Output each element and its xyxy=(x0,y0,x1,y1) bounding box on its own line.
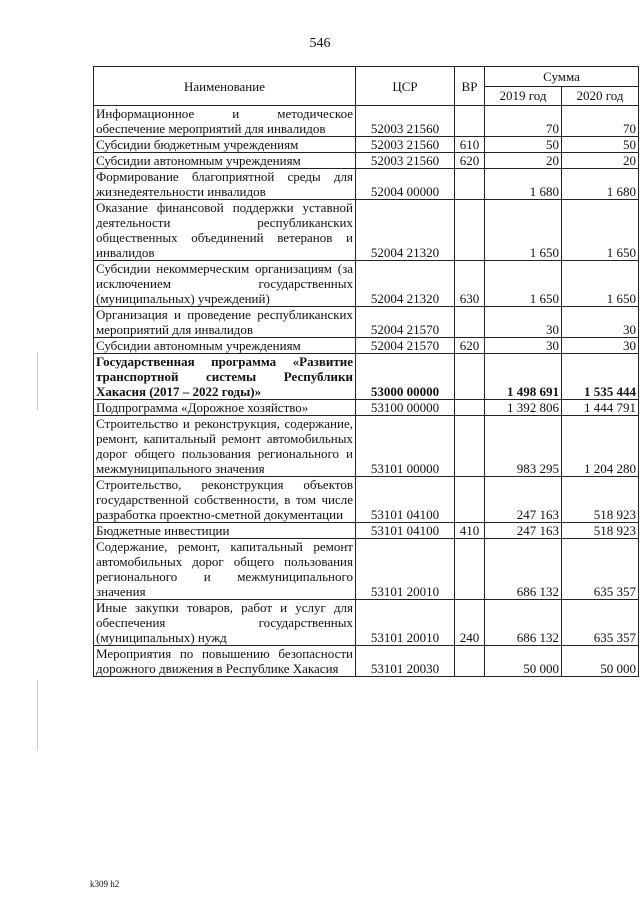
table-row xyxy=(94,153,639,169)
row-csr-cell: 53101 04100 xyxy=(356,477,455,523)
row-csr-cell: 52003 21560 xyxy=(356,106,455,137)
row-csr-cell: 53101 20030 xyxy=(356,646,455,677)
row-2019-cell: 20 xyxy=(485,153,562,169)
row-2019-cell: 983 295 xyxy=(485,416,562,477)
margin-mark xyxy=(37,352,38,410)
row-name-cell: Субсидии автономным учреждениям xyxy=(94,338,356,354)
row-name-cell: Иные закупки товаров, работ и услуг для обеспечения государственных (муниципальных) нужд xyxy=(94,600,356,646)
row-name-cell: Строительство и реконструкция, содержание, ремонт, капитальный ремонт автомобильных дорог общего пользования регионального и межмуниципального значения xyxy=(94,416,356,477)
row-2019-cell: 686 132 xyxy=(485,539,562,600)
table-row xyxy=(94,539,639,600)
row-vr-cell: 240 xyxy=(455,600,485,646)
row-2019-cell: 1 650 xyxy=(485,200,562,261)
row-csr-cell: 53101 20010 xyxy=(356,600,455,646)
row-name-cell: Формирование благоприятной среды для жизнедеятельности инвалидов xyxy=(94,169,356,200)
header-year-2019: 2019 год xyxy=(485,86,562,106)
row-2020-cell: 1 444 791 xyxy=(562,400,639,416)
row-2019-cell: 1 650 xyxy=(485,261,562,307)
row-2020-cell: 30 xyxy=(562,307,639,338)
header-year-2020: 2020 год xyxy=(562,86,639,106)
row-vr-cell xyxy=(455,416,485,477)
row-vr-cell xyxy=(455,646,485,677)
row-vr-cell: 620 xyxy=(455,338,485,354)
row-2019-cell: 1 680 xyxy=(485,169,562,200)
table-row xyxy=(94,523,639,539)
row-2020-cell: 635 357 xyxy=(562,600,639,646)
row-name-cell: Строительство, реконструкция объектов государственной собственности, в том числе разработка проектно-сметной документации xyxy=(94,477,356,523)
row-vr-cell xyxy=(455,169,485,200)
row-2019-cell: 30 xyxy=(485,338,562,354)
row-vr-cell xyxy=(455,307,485,338)
row-name-cell: Субсидии некоммерческим организациям (за исключением государственных (муниципальных) учреждений) xyxy=(94,261,356,307)
row-csr-cell: 53101 20010 xyxy=(356,539,455,600)
row-csr-cell: 52003 21560 xyxy=(356,153,455,169)
row-2020-cell: 50 xyxy=(562,137,639,153)
row-2020-cell: 20 xyxy=(562,153,639,169)
row-vr-cell xyxy=(455,354,485,400)
table-row xyxy=(94,416,639,477)
row-name-cell: Подпрограмма «Дорожное хозяйство» xyxy=(94,400,356,416)
row-2020-cell: 70 xyxy=(562,106,639,137)
row-2020-cell: 1 650 xyxy=(562,200,639,261)
row-name-cell: Информационное и методическое обеспечение мероприятий для инвалидов xyxy=(94,106,356,137)
row-name-cell: Субсидии автономным учреждениям xyxy=(94,153,356,169)
row-name-cell: Бюджетные инвестиции xyxy=(94,523,356,539)
table-row xyxy=(94,354,639,400)
row-2019-cell: 30 xyxy=(485,307,562,338)
table-body xyxy=(94,106,639,677)
row-csr-cell: 53101 04100 xyxy=(356,523,455,539)
row-vr-cell: 630 xyxy=(455,261,485,307)
row-name-cell: Субсидии бюджетным учреждениям xyxy=(94,137,356,153)
row-2019-cell: 50 xyxy=(485,137,562,153)
row-csr-cell: 52004 00000 xyxy=(356,169,455,200)
row-vr-cell xyxy=(455,106,485,137)
table-row xyxy=(94,477,639,523)
footer-code: k309 h2 xyxy=(90,879,120,889)
header-name: Наименование xyxy=(94,67,356,106)
row-vr-cell xyxy=(455,200,485,261)
row-2020-cell: 30 xyxy=(562,338,639,354)
row-csr-cell: 52003 21560 xyxy=(356,137,455,153)
row-csr-cell: 52004 21570 xyxy=(356,338,455,354)
row-2020-cell: 518 923 xyxy=(562,523,639,539)
row-2019-cell: 247 163 xyxy=(485,523,562,539)
row-vr-cell: 610 xyxy=(455,137,485,153)
header-csr: ЦСР xyxy=(356,67,455,106)
row-vr-cell xyxy=(455,400,485,416)
row-2019-cell: 686 132 xyxy=(485,600,562,646)
row-name-cell: Организация и проведение республиканских мероприятий для инвалидов xyxy=(94,307,356,338)
row-name-cell: Содержание, ремонт, капитальный ремонт автомобильных дорог общего пользования регионального и межмуниципального значения xyxy=(94,539,356,600)
row-2019-cell: 247 163 xyxy=(485,477,562,523)
table-row xyxy=(94,261,639,307)
row-vr-cell xyxy=(455,539,485,600)
row-2019-cell: 1 392 806 xyxy=(485,400,562,416)
row-vr-cell xyxy=(455,477,485,523)
row-2020-cell: 1 535 444 xyxy=(562,354,639,400)
row-2020-cell: 518 923 xyxy=(562,477,639,523)
row-2020-cell: 50 000 xyxy=(562,646,639,677)
table-row xyxy=(94,646,639,677)
table-row xyxy=(94,600,639,646)
row-csr-cell: 52004 21570 xyxy=(356,307,455,338)
row-name-cell: Государственная программа «Развитие транспортной системы Республики Хакасия (2017 – 2022 годы)» xyxy=(94,354,356,400)
table-row xyxy=(94,106,639,137)
row-csr-cell: 52004 21320 xyxy=(356,261,455,307)
row-csr-cell: 53000 00000 xyxy=(356,354,455,400)
row-2020-cell: 1 680 xyxy=(562,169,639,200)
table-row xyxy=(94,307,639,338)
row-vr-cell: 410 xyxy=(455,523,485,539)
row-vr-cell: 620 xyxy=(455,153,485,169)
row-2020-cell: 1 204 280 xyxy=(562,416,639,477)
table-row xyxy=(94,137,639,153)
table-row xyxy=(94,338,639,354)
table-row xyxy=(94,400,639,416)
row-2019-cell: 70 xyxy=(485,106,562,137)
row-name-cell: Мероприятия по повышению безопасности дорожного движения в Республике Хакасия xyxy=(94,646,356,677)
row-2019-cell: 1 498 691 xyxy=(485,354,562,400)
table-row xyxy=(94,200,639,261)
row-csr-cell: 52004 21320 xyxy=(356,200,455,261)
table-row xyxy=(94,169,639,200)
row-csr-cell: 53101 00000 xyxy=(356,416,455,477)
row-csr-cell: 53100 00000 xyxy=(356,400,455,416)
header-sum: Сумма xyxy=(485,67,639,87)
margin-mark xyxy=(37,680,38,750)
table-header xyxy=(94,67,639,106)
row-name-cell: Оказание финансовой поддержки уставной деятельности республиканских общественных объединений ветеранов и инвалидов xyxy=(94,200,356,261)
row-2020-cell: 1 650 xyxy=(562,261,639,307)
header-vr: ВР xyxy=(455,67,485,106)
page-number: 546 xyxy=(309,36,331,51)
budget-table xyxy=(93,66,639,677)
row-2019-cell: 50 000 xyxy=(485,646,562,677)
row-2020-cell: 635 357 xyxy=(562,539,639,600)
